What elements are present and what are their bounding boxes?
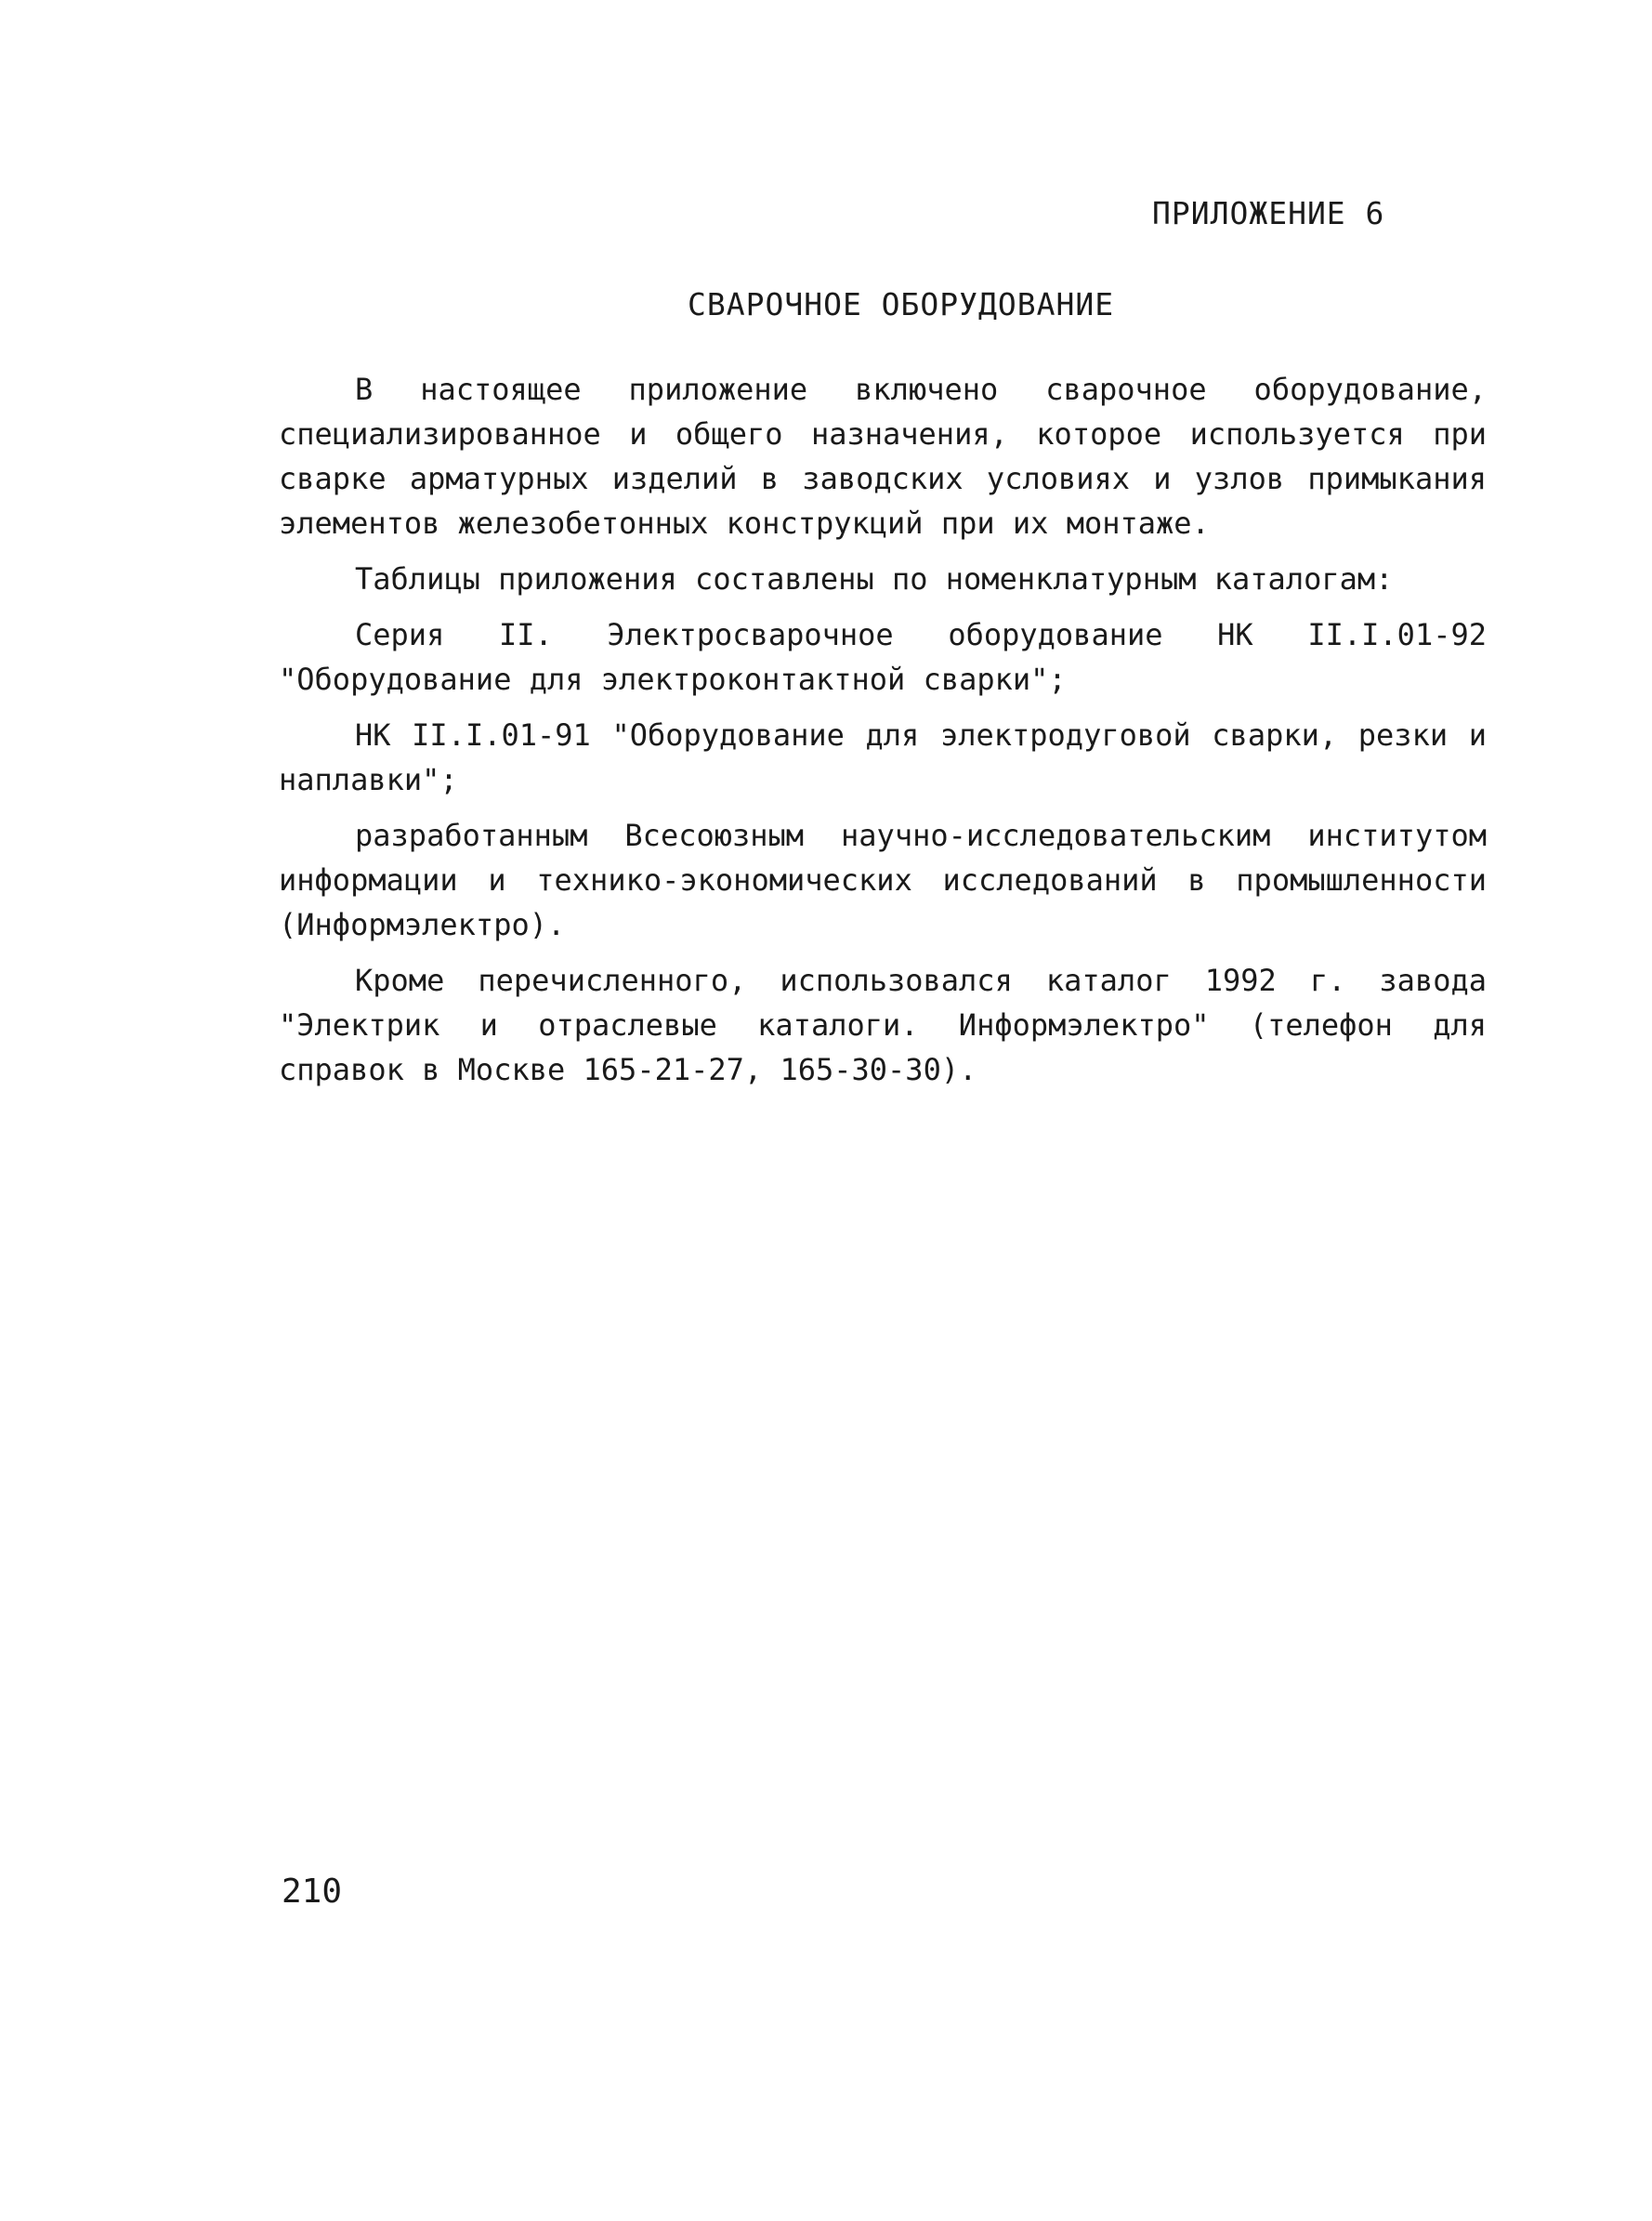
paragraph-catalogs: Таблицы приложения составлены по номенклатурным каталогам: [355, 561, 1394, 597]
paragraph-series-contact: Серия II. Электросварочное оборудование НК II.I.01-92 "Оборудование для электроконтактной сварки"; [279, 617, 1487, 697]
body-text [279, 367, 1487, 1103]
page-title: СВАРОЧНОЕ ОБОРУДОВАНИЕ [688, 286, 1115, 322]
paragraph-developer: разработанным Всесоюзным научно-исследовательским институтом информации и технико-экономических исследований в промышленности (Информэлектро). [279, 818, 1487, 942]
paragraph-additional: Кроме перечисленного, использовался каталог 1992 г. завода "Электрик и отраслевые каталоги. Информэлектро" (телефон для справок в Москве 165-21-27, 165-30-30). [279, 963, 1487, 1087]
paragraph-series-arc: НК II.I.01-91 "Оборудование для электродуговой сварки, резки и наплавки"; [279, 717, 1487, 797]
paragraph-intro: В настоящее приложение включено сварочное оборудование, специализированное и общего назначения, которое используется при сварке арматурных изделий в заводских условиях и узлов примыкания элементов железобетонных конструкций при их монтаже. [279, 372, 1487, 541]
page-number: 210 [282, 1873, 343, 1911]
appendix-label: ПРИЛОЖЕНИЕ 6 [1152, 195, 1385, 231]
